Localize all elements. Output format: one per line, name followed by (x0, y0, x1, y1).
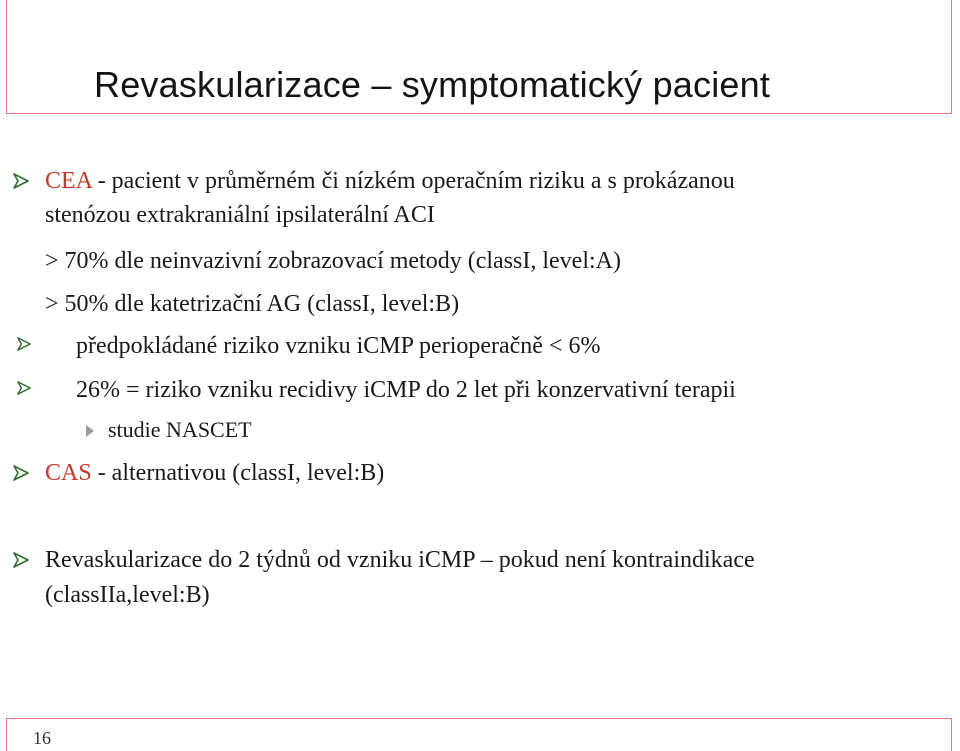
bullet-cas-text: - alternativou (classI, level:B) (91, 460, 385, 486)
hollow-arrow-icon (17, 337, 31, 351)
bullet-cea-line2: stenózou extrakraniální ipsilaterální ACI (45, 202, 435, 228)
keyword-cas: CAS (45, 460, 92, 486)
hollow-arrow-icon (13, 465, 29, 481)
hollow-arrow-icon (13, 173, 29, 189)
slide-title: Revaskularizace – symptomatický pacient (94, 64, 771, 105)
bullet-cas (45, 461, 384, 485)
page-number: 16 (33, 728, 51, 748)
hollow-arrow-icon (17, 381, 31, 395)
bullet-cea (45, 169, 735, 193)
criterion-50: > 50% dle katetrizační AG (classI, level:B) (45, 291, 460, 317)
bullet-revascularization-line2: (classIIa,level:B) (45, 582, 210, 608)
bullet-cea-text: - pacient v průměrném či nízkém operačním riziku a s prokázanou (91, 168, 735, 194)
footer-frame (6, 718, 952, 751)
bullet-revascularization: Revaskularizace do 2 týdnů od vzniku iCMP – pokud není kontraindikace (45, 547, 755, 573)
hollow-arrow-icon (13, 552, 29, 568)
small-triangle-icon (85, 424, 95, 438)
criterion-70: > 70% dle neinvazivní zobrazovací metody (classI, level:A) (45, 248, 621, 274)
bullet-perioperative-risk: předpokládané riziko vzniku iCMP perioperačně < 6% (76, 333, 601, 359)
keyword-cea: CEA (45, 168, 92, 194)
bullet-nascet: studie NASCET (108, 417, 252, 442)
bullet-recurrence-risk: 26% = riziko vzniku recidivy iCMP do 2 let při konzervativní terapii (76, 377, 736, 403)
